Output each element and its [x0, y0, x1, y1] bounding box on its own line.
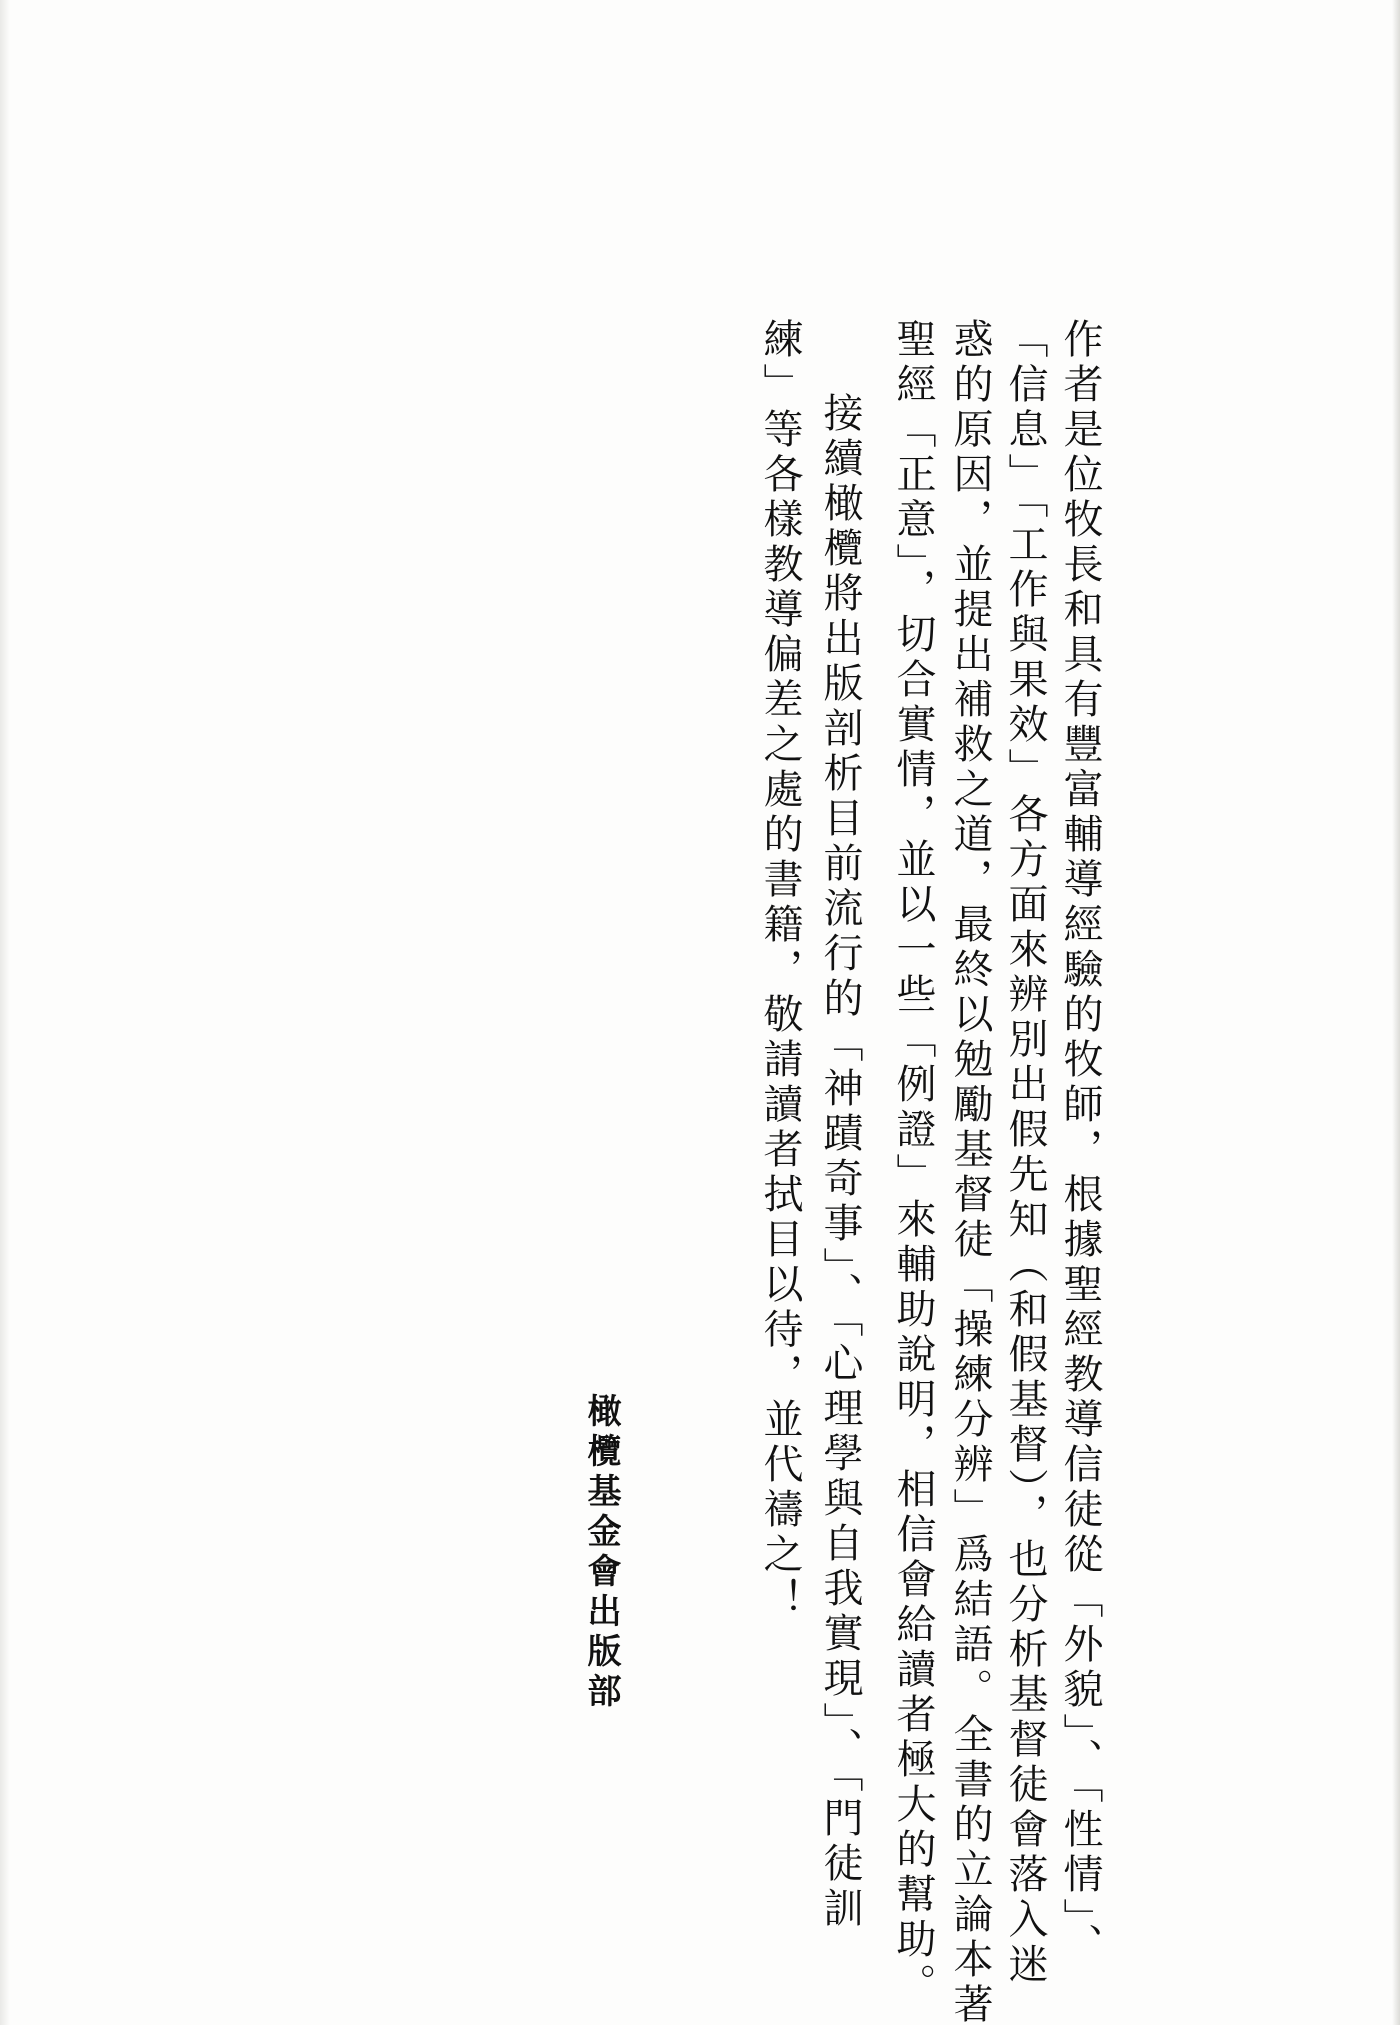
- paragraph2-column-1: 接續橄欖將出版剖析目前流行的「神蹟奇事」、「心理學與自我實現」、「門徒訓: [817, 392, 863, 1932]
- paragraph1-column-1: 作者是位牧長和具有豐富輔導經驗的牧師，根據聖經教導信徒從「外貌」、「性情」、: [1057, 318, 1103, 1968]
- paragraph1-column-2: 「信息」「工作與果效」各方面來辨別出假先知（和假基督），也分析基督徒會落入迷: [1002, 318, 1048, 1988]
- paragraph1-column-3: 惑的原因，並提出補救之道，最終以勉勵基督徒「操練分辨」爲結語。全書的立論本著: [947, 318, 993, 2028]
- paragraph1-column-4: 聖經「正意」，切合實情，並以一些「例證」來輔助說明，相信會給讀者極大的幫助。: [890, 318, 936, 2008]
- page-edge-shadow-left: [0, 0, 10, 2025]
- publisher-signature: 橄欖基金會出版部: [581, 1393, 621, 1713]
- paragraph2-column-2: 練」等各樣教導偏差之處的書籍，敬請讀者拭目以待，並代禱之！: [757, 318, 803, 1623]
- page-edge-shadow-right: [1392, 0, 1400, 2025]
